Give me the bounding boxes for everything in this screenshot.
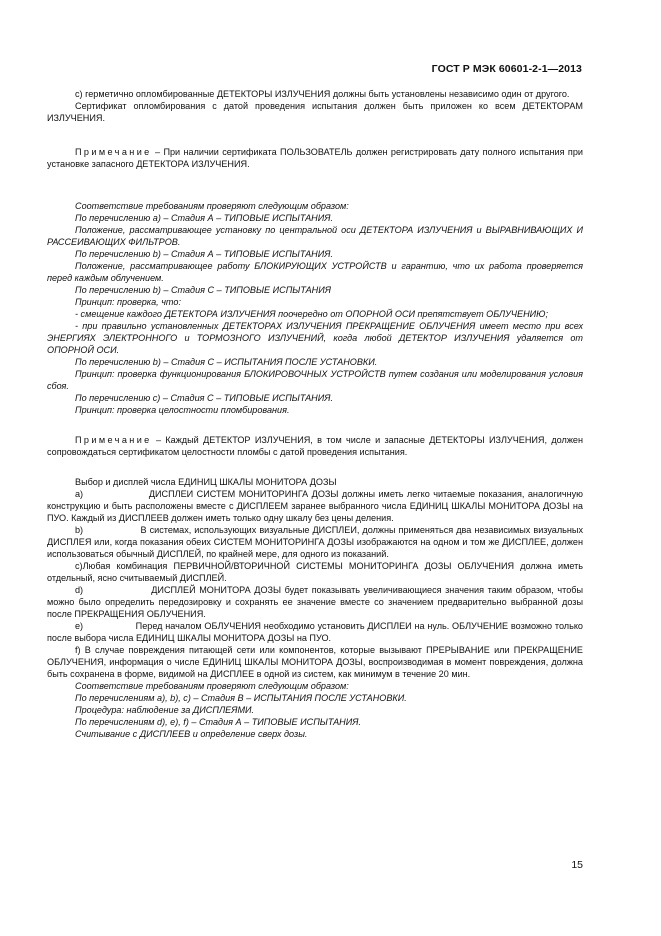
display-item-a: a) ДИСПЛЕИ СИСТЕМ МОНИТОРИНГА ДОЗЫ должны иметь легко читаемые показания, аналогичную конструкцию и быть расположены вместе с ДИСПЛЕЕМ заранее выбранного числа ЕДИНИЦ ШКАЛЫ МОНИТОРА ДОЗЫ на ПУО. Каждый из ДИСПЛЕЕВ должен иметь только одну шкалу без цены деления. — [47, 489, 586, 523]
compliance-line: - при правильно установленных ДЕТЕКТОРАХ ИЗЛУЧЕНИЯ ПРЕКРАЩЕНИЕ ОБЛУЧЕНИЯ имеет место при всех ЭНЕРГИЯХ ЭЛЕКТРОННОГО и ТОРМОЗНОГО ИЗЛУЧЕНИЙ, когда любой ДЕТЕКТОР ИЗЛУЧЕНИЯ удаляется от ОПОРНОЙ ОСИ. — [47, 321, 583, 355]
note-2-label: Примечание — [75, 435, 152, 445]
note-2 — [47, 434, 583, 458]
compliance-line: - смещение каждого ДЕТЕКТОРА ИЗЛУЧЕНИЯ поочередно от ОПОРНОЙ ОСИ препятствует ОБЛУЧЕНИЮ; — [75, 309, 548, 319]
display-section-title: Выбор и дисплей числа ЕДИНИЦ ШКАЛЫ МОНИТОРА ДОЗЫ — [75, 477, 337, 487]
compliance-block-1 — [47, 200, 583, 416]
compliance-line: По перечислению b) – Стадия С – ТИПОВЫЕ ИСПЫТАНИЯ — [75, 285, 331, 295]
compliance-line: По перечислению b) – Стадия С – ИСПЫТАНИЯ ПОСЛЕ УСТАНОВКИ. — [75, 357, 378, 367]
certificate-paragraph: Сертификат опломбирования с датой проведения испытания должен быть приложен ко всем ДЕТЕКТОРАМ ИЗЛУЧЕНИЯ. — [47, 101, 583, 123]
compliance-block-2 — [47, 680, 583, 740]
item-c-paragraph: c) герметично опломбированные ДЕТЕКТОРЫ ИЗЛУЧЕНИЯ должны быть установлены независимо один от другого. — [75, 89, 570, 99]
note-1-label: Примечание — [75, 147, 152, 157]
compliance-line: По перечислению b) – Стадия А – ТИПОВЫЕ ИСПЫТАНИЯ. — [75, 249, 333, 259]
display-section — [47, 476, 586, 680]
display-item-c: c)Любая комбинация ПЕРВИЧНОЙ/ВТОРИЧНОЙ СИСТЕМЫ МОНИТОРИНГА ДОЗЫ ОБЛУЧЕНИЯ должна иметь отдельный, ясно считываемый ДИСПЛЕЙ. — [47, 561, 583, 583]
compliance-line: Считывание с ДИСПЛЕЕВ и определение сверх дозы. — [75, 729, 308, 739]
compliance-line: Принцип: проверка целостности пломбирования. — [75, 405, 290, 415]
compliance-line: По перечислению а) – Стадия А – ТИПОВЫЕ ИСПЫТАНИЯ. — [75, 213, 333, 223]
compliance-line: Процедура: наблюдение за ДИСПЛЕЯМИ. — [75, 705, 255, 715]
display-item-f: f) В случае повреждения питающей сети или компонентов, которые вызывают ПРЕРЫВАНИЕ или ПРЕКРАЩЕНИЕ ОБЛУЧЕНИЯ, информация о числе ЕДИНИЦ ШКАЛЫ МОНИТОРА ДОЗЫ, воспроизводимая в момент повреждения, должна быть сохранена в форме, видимой на ДИСПЛЕЕ в одной из систем, как минимум в течение 20 мин. — [47, 645, 583, 679]
compliance-line: По перечислению с) – Стадия С – ТИПОВЫЕ ИСПЫТАНИЯ. — [75, 393, 333, 403]
compliance-line: Принцип: проверка, что: — [75, 297, 181, 307]
compliance-line: По перечислениям d), e), f) – Стадия А – ТИПОВЫЕ ИСПЫТАНИЯ. — [75, 717, 361, 727]
compliance-line: Соответствие требованиям проверяют следующим образом: — [75, 201, 349, 211]
compliance-line: Соответствие требованиям проверяют следующим образом: — [75, 681, 349, 691]
document-code-header: ГОСТ Р МЭК 60601-2-1—2013 — [431, 63, 582, 75]
display-item-e: e) Перед началом ОБЛУЧЕНИЯ необходимо установить ДИСПЛЕИ на нуль. ОБЛУЧЕНИЕ возможно только после выбора числа ЕДИНИЦ ШКАЛЫ МОНИТОРА ДОЗЫ на ПУО. — [47, 621, 586, 643]
page-number: 15 — [571, 859, 583, 871]
compliance-line: Положение, рассматривающее работу БЛОКИРУЮЩИХ УСТРОЙСТВ и гарантию, что их работа проверяется перед каждым облучением. — [47, 261, 583, 283]
compliance-line: Принцип: проверка функционирования БЛОКИРОВОЧНЫХ УСТРОЙСТВ путем создания или моделирования условия сбоя. — [47, 369, 583, 391]
compliance-line: Положение, рассматривающее установку по центральной оси ДЕТЕКТОРА ИЗЛУЧЕНИЯ и ВЫРАВНИВАЮЩИХ И РАССЕИВАЮЩИХ ФИЛЬТРОВ. — [47, 225, 583, 247]
note-1-text: – При наличии сертификата ПОЛЬЗОВАТЕЛЬ должен регистрировать дату полного испытания при установке запасного ДЕТЕКТОРА ИЗЛУЧЕНИЯ. — [47, 147, 583, 169]
compliance-line: По перечислениям а), b), с) – Стадия В – ИСПЫТАНИЯ ПОСЛЕ УСТАНОВКИ. — [75, 693, 407, 703]
display-item-b: b) В системах, использующих визуальные ДИСПЛЕИ, должны применяться два независимых визуальных ДИСПЛЕЯ или, когда показания обеих СИСТЕМ МОНИТОРИНГА ДОЗЫ изображаются на одном и том же ДИСПЛЕЕ, должен использоваться обычный ДИСПЛЕЙ, по крайней мере, для одного из показаний. — [47, 525, 586, 559]
note-1 — [47, 146, 583, 170]
page-body — [47, 88, 586, 740]
display-item-d: d) ДИСПЛЕЙ МОНИТОРА ДОЗЫ будет показывать увеличивающиеся значения таким образом, чтобы можно было определить передозировку и сохранять ее значение вместе со значением предварительно выбранной дозы после ПРЕКРАЩЕНИЯ ОБЛУЧЕНИЯ. — [47, 585, 586, 619]
note-2-text: – Каждый ДЕТЕКТОР ИЗЛУЧЕНИЯ, в том числе и запасные ДЕТЕКТОРЫ ИЗЛУЧЕНИЯ, должен сопровождаться сертификатом целостности пломбы с датой проведения испытания. — [47, 435, 583, 457]
